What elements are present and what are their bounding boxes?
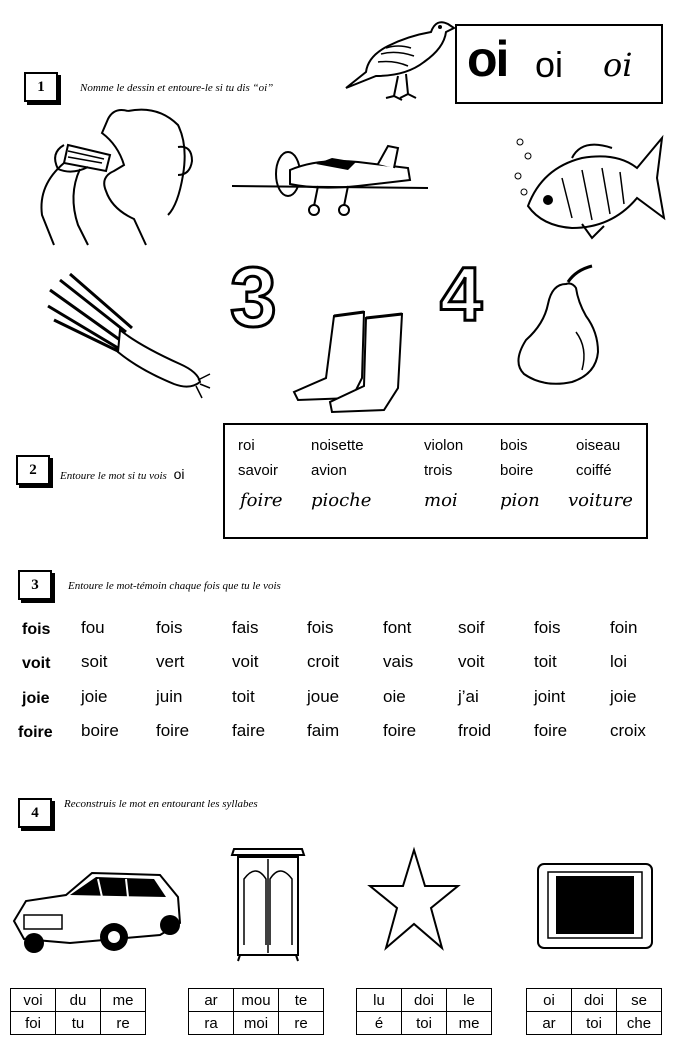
section-1-number: 1 <box>24 72 58 102</box>
syllable-cell[interactable]: lu <box>357 989 402 1012</box>
word-cell[interactable]: joie <box>610 687 637 706</box>
syllable-cell[interactable]: foi <box>11 1012 56 1035</box>
word-cell[interactable]: avion <box>311 462 347 479</box>
word-cell[interactable]: violon <box>424 437 464 454</box>
word-cell[interactable]: soif <box>458 618 485 637</box>
target-word: voit <box>22 655 51 672</box>
syllable-grid-wardrobe <box>188 988 324 1035</box>
word-cell[interactable]: coiffé <box>576 462 612 479</box>
syllable-cell[interactable]: re <box>101 1012 146 1035</box>
section-1-instruction: Nomme le dessin et entoure-le si tu dis “oi” <box>80 82 274 94</box>
syllable-cell[interactable]: oi <box>527 989 572 1012</box>
number-four-image[interactable] <box>438 250 503 337</box>
airplane-image[interactable] <box>228 140 433 225</box>
target-word: foire <box>18 724 53 741</box>
section-3-number: 3 <box>18 570 52 600</box>
section-3-instruction: Entoure le mot-témoin chaque fois que tu le vois <box>68 580 281 592</box>
oi-cursive: oi <box>603 46 633 84</box>
car-image[interactable] <box>10 865 185 960</box>
pear-image[interactable] <box>510 262 605 387</box>
word-cell[interactable]: foire <box>383 721 417 740</box>
syllable-cell[interactable]: du <box>56 989 101 1012</box>
word-cell[interactable]: voit <box>458 652 485 671</box>
section-4-instruction: Reconstruis le mot en entourant les syllabes <box>64 798 258 810</box>
section-2-number: 2 <box>16 455 50 485</box>
syllable-cell[interactable]: toi <box>572 1012 617 1035</box>
word-cell[interactable]: oie <box>383 687 406 706</box>
word-cell[interactable]: faim <box>307 721 340 740</box>
star-image[interactable] <box>368 848 460 956</box>
word-cell[interactable]: fois <box>307 618 334 637</box>
word-cell[interactable]: joint <box>534 687 566 706</box>
boy-drinking-image[interactable] <box>28 105 203 253</box>
section-2-instruction-text: Entoure le mot si tu vois <box>60 470 167 482</box>
syllable-cell[interactable]: ar <box>189 989 234 1012</box>
word-cell[interactable]: foire <box>534 721 568 740</box>
syllable-cell[interactable]: moi <box>234 1012 279 1035</box>
oi-print-small: oi <box>535 44 564 85</box>
word-cell[interactable]: savoir <box>238 462 279 479</box>
fish-image[interactable] <box>512 128 667 243</box>
word-cell[interactable]: roi <box>238 437 255 454</box>
word-cell-cursive[interactable]: pion <box>500 490 540 511</box>
boots-image[interactable] <box>288 308 413 418</box>
word-cell-cursive[interactable]: pioche <box>311 490 372 511</box>
number-three-image[interactable] <box>226 250 281 344</box>
leek-image[interactable] <box>40 270 215 405</box>
word-cell[interactable]: font <box>383 618 412 637</box>
slate-image[interactable] <box>536 862 656 950</box>
syllable-cell[interactable]: é <box>357 1012 402 1035</box>
syllable-grid-slate <box>526 988 662 1035</box>
oi-print-big: oi <box>467 31 508 87</box>
word-cell-cursive[interactable]: moi <box>424 490 458 511</box>
word-cell[interactable]: bois <box>500 437 528 454</box>
syllable-cell[interactable]: doi <box>402 989 447 1012</box>
syllable-grid-star <box>356 988 492 1035</box>
word-cell[interactable]: boire <box>500 462 534 479</box>
syllable-cell[interactable]: te <box>279 989 324 1012</box>
word-cell[interactable]: voit <box>232 652 259 671</box>
syllable-cell[interactable]: le <box>447 989 492 1012</box>
syllable-cell[interactable]: se <box>617 989 662 1012</box>
word-cell[interactable]: faire <box>232 721 266 740</box>
syllable-cell[interactable]: re <box>279 1012 324 1035</box>
target-word: joie <box>22 690 50 707</box>
syllable-cell[interactable]: voi <box>11 989 56 1012</box>
word-cell[interactable]: boire <box>81 721 119 740</box>
syllable-cell[interactable]: me <box>447 1012 492 1035</box>
word-cell[interactable]: vert <box>156 652 185 671</box>
syllable-grid-car <box>10 988 146 1035</box>
syllable-cell[interactable]: ra <box>189 1012 234 1035</box>
word-cell-cursive[interactable]: foire <box>240 490 283 511</box>
word-cell[interactable]: toit <box>232 687 255 706</box>
section-2-oi: oi <box>173 466 185 482</box>
word-cell[interactable]: soit <box>81 652 108 671</box>
oi-title-box <box>455 24 663 104</box>
syllable-cell[interactable]: toi <box>402 1012 447 1035</box>
svg-text:3: 3 <box>230 250 277 344</box>
section-4-number: 4 <box>18 798 52 828</box>
word-cell[interactable]: fou <box>81 618 105 637</box>
word-cell[interactable]: oiseau <box>576 437 621 454</box>
word-cell[interactable]: noisette <box>311 437 364 454</box>
word-cell[interactable]: fois <box>534 618 561 637</box>
word-cell[interactable]: fois <box>156 618 183 637</box>
word-cell-cursive[interactable]: voiture <box>568 490 633 511</box>
word-cell[interactable]: toit <box>534 652 557 671</box>
syllable-cell[interactable]: tu <box>56 1012 101 1035</box>
syllable-cell[interactable]: che <box>617 1012 662 1035</box>
syllable-cell[interactable]: mou <box>234 989 279 1012</box>
word-cell[interactable]: croit <box>307 652 340 671</box>
section-2-instruction <box>60 466 185 482</box>
wardrobe-image[interactable] <box>228 845 308 963</box>
bird-icon <box>336 10 456 105</box>
svg-text:4: 4 <box>440 252 483 337</box>
word-cell[interactable]: croix <box>610 721 646 740</box>
word-cell[interactable]: foin <box>610 618 638 637</box>
target-word: fois <box>22 621 51 638</box>
syllable-cell[interactable]: me <box>101 989 146 1012</box>
word-cell[interactable]: loi <box>610 652 628 671</box>
word-cell[interactable]: joie <box>81 687 108 706</box>
word-cell[interactable]: juin <box>156 687 183 706</box>
word-cell[interactable]: vais <box>383 652 414 671</box>
syllable-cell[interactable]: ar <box>527 1012 572 1035</box>
word-cell[interactable]: j’ai <box>458 687 479 706</box>
word-cell[interactable]: froid <box>458 721 492 740</box>
word-cell[interactable]: trois <box>424 462 453 479</box>
word-cell[interactable]: joue <box>307 687 340 706</box>
syllable-cell[interactable]: doi <box>572 989 617 1012</box>
word-cell[interactable]: fais <box>232 618 259 637</box>
word-cell[interactable]: foire <box>156 721 190 740</box>
